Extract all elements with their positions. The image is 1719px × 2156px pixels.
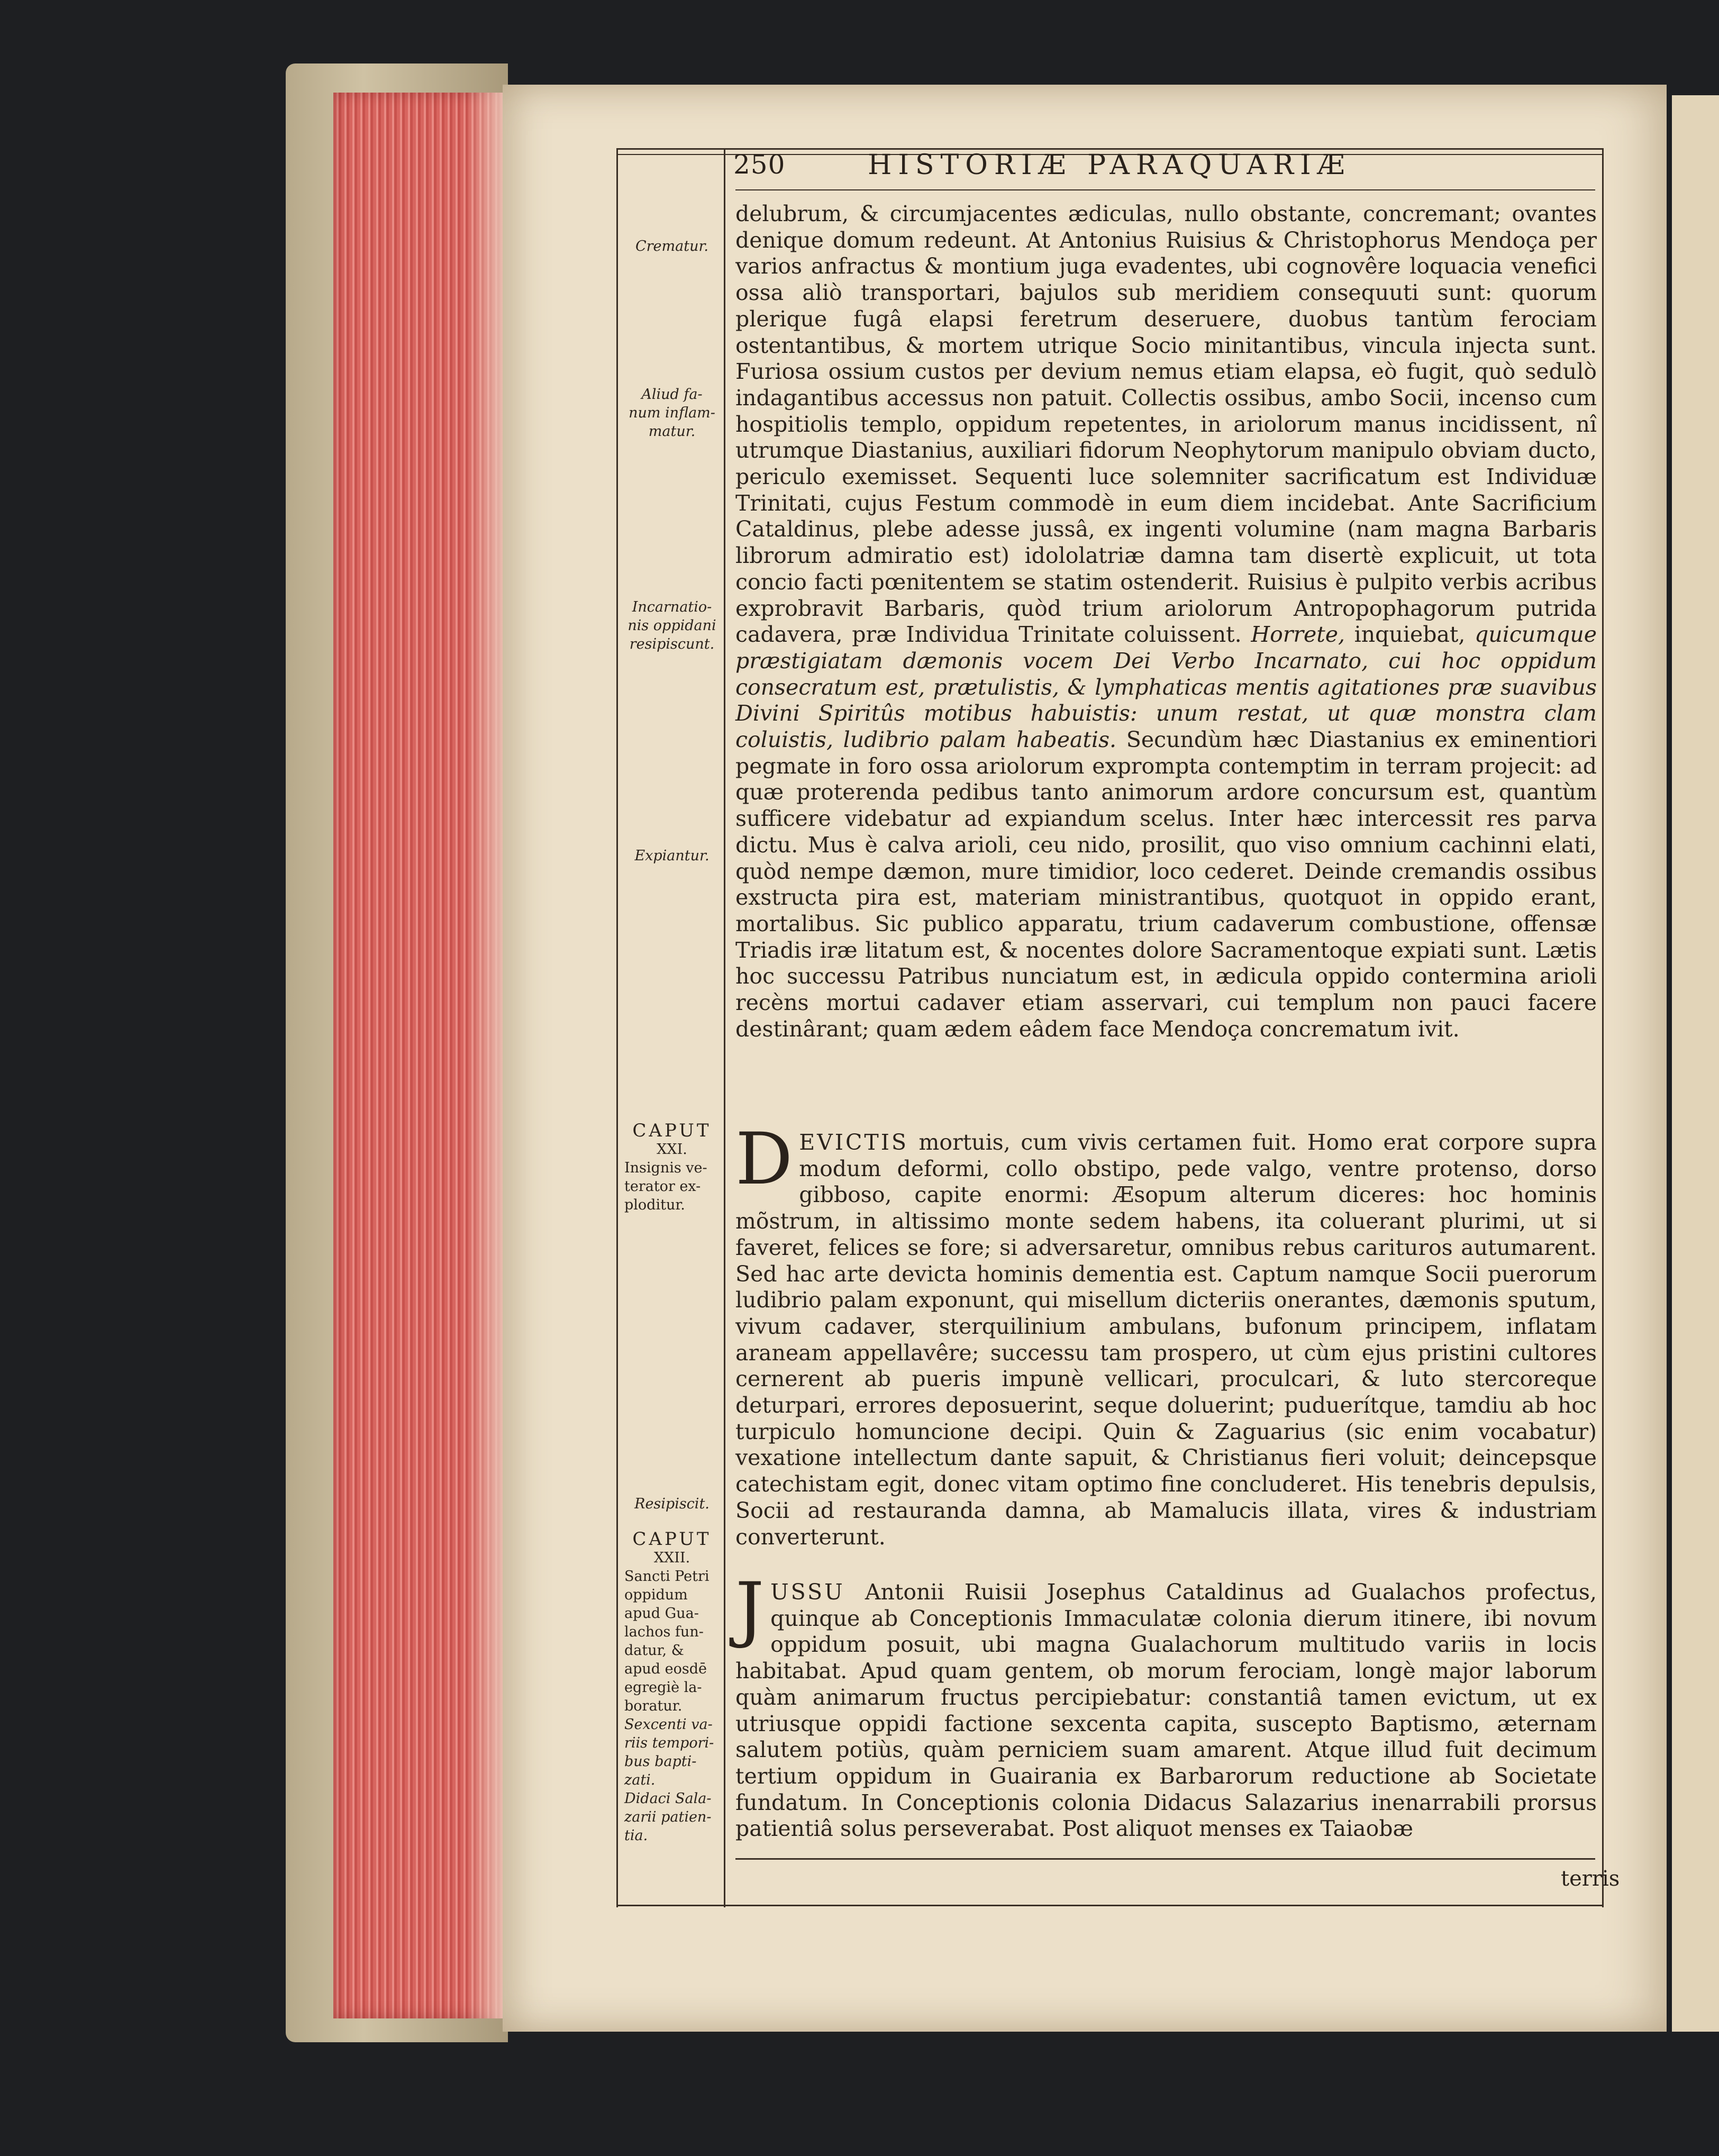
margin-line: terator ex-	[624, 1178, 701, 1195]
first-word: USSU	[770, 1579, 845, 1605]
paragraph-text: Antonii Ruisii Josephus Cataldinus ad Gualachos profectus, quinque ab Conceptionis Immaculatæ colonia dierum itinere, ibi novum oppidum posuit, ubi magna Gualachorum multitudo variis in locis habitabat. Apud quam gentem, ob morum ferociam, longè major laborum quàm animarum fructus percipiebatur: constantiâ tamen evictum, ut ex utriusque oppidi factione sexcenta capita, suscepto Baptismo, æternam salutem potiùs, quàm perniciem suam amarent. Atque illud fuit decimum tertium oppidum in Guairania ex Barbarorum reductione ab Societate fundatum. In Conceptionis colonia Didacus Salazarius inenarrabili prorsus patientiâ solus perseverabat. Post aliquot menses ex Taiaobæ	[735, 1579, 1597, 1842]
margin-note-caput-xxi	[624, 1122, 720, 1214]
margin-line: resipiscunt.	[629, 636, 715, 652]
margin-line: bus bapti-	[624, 1753, 697, 1770]
speech-verb: inquiebat,	[1354, 622, 1466, 648]
frame-left-rule	[616, 148, 618, 1907]
margin-line: egregiè la-	[624, 1679, 702, 1696]
margin-line: Aliud fa-	[641, 386, 703, 403]
caput-label: CAPUT	[632, 1120, 712, 1141]
paragraph-1	[735, 201, 1597, 1106]
text-bottom-rule	[735, 1858, 1595, 1860]
page-edges-shade	[466, 93, 503, 2018]
margin-line: Sexcenti va-	[624, 1716, 713, 1733]
margin-line: oppidum	[624, 1587, 688, 1603]
paragraph-3	[735, 1567, 1597, 1854]
paragraph-2	[735, 1117, 1597, 1569]
running-title: HISTORIÆ PARAQUARIÆ	[868, 149, 1351, 181]
header-rule	[735, 189, 1595, 190]
margin-line: zarii patien-	[624, 1809, 712, 1825]
catchword: terris	[1561, 1867, 1620, 1891]
margin-line: ploditur.	[624, 1197, 685, 1213]
caput-label: CAPUT	[632, 1529, 712, 1550]
margin-line: datur, &	[624, 1642, 684, 1659]
drop-cap: J	[735, 1567, 765, 1650]
paragraph-text: mortuis, cum vivis certamen fuit. Homo erat corpore supra modum deformi, collo obstipo, pede valgo, ventre protenso, dorso gibboso, capite enormi: Æsopum alterum diceres: hoc hominis mõstrum, in altissimo monte sedem habens, ita coluerant plurimi, ut si faveret, felices se fore; si adversaretur, omnibus rebus carituros autumarent. Sed hac arte devicta hominis dementia est. Captum namque Socii puerorum ludibrio palam exponunt, qui misellum dicteriis onerantes, dæmonis sputum, vivum cadaver, sterquilinium ambulans, bufonum principem, inflatam araneam appellavêre; successu tam prospero, ut cùm ejus pristini cultores cernerent ab pueris impunè vellicari, proculcari, & luto stercoreque deturpari, errores deposuerint, seque doluerint; puduerítque, tamdiu ab hoc turpiculo homuncione decipi. Quin & Zaguarius (sic enim vocabatur) vexatione intellectum dante sapuit, & Christianus fieri voluit; deincepsque catechistam egit, donec vitam optimo fine concluderet. His tenebris depulsis, Socii ad restauranda damna, ab Mamalucis illata, vires & industriam converterunt.	[735, 1130, 1597, 1550]
frame-right-rule	[1602, 148, 1604, 1907]
margin-note-resipiscit: Resipiscit.	[634, 1496, 710, 1512]
caput-number: XXI.	[657, 1141, 687, 1158]
margin-line: nis oppidani	[627, 617, 716, 634]
quote-intro: Horrete,	[1251, 622, 1345, 648]
margin-line: boratur.	[624, 1698, 683, 1714]
margin-line: apud Gua-	[624, 1605, 699, 1622]
margin-column-rule	[724, 148, 725, 1907]
margin-note-aliud-fanum	[624, 385, 720, 441]
margin-line: riis tempori-	[624, 1735, 714, 1751]
paragraph-text: Secundùm hæc Diastanius ex eminentiori pegmate in foro ossa ariolorum exprompta contemptim in terram projecit: ad quæ proterenda pedibus tanto animorum ardore concursum est, quantùm sufficere videbatur ad expiandum scelus. Inter hæc intercessit res parva dictu. Mus è calva arioli, ceu nido, prosilit, quo viso omnium cachinni elati, quòd nempe dæmon, mure timidior, loco cederet. Deinde cremandis ossibus exstructa pira est, materiam ministrantibus, quotquot in oppido erant, mortalibus. Sic publico apparatu, trium cadaverum combustione, offensæ Triadis iræ litatum est, & nocentes dolore Sacramentoque expiati sunt. Lætis hoc successu Patribus nunciatum est, in ædicula oppido contermina arioli recèns mortui cadaver etiam asservari, cui templum non pauci facere destinârant; quam ædem eâdem face Mendoça concrematum ivit.	[735, 727, 1597, 1042]
margin-note-crematur: Crematur.	[635, 238, 708, 254]
margin-line: tia.	[624, 1827, 648, 1844]
drop-cap: D	[735, 1117, 793, 1200]
margin-line: Insignis ve-	[624, 1160, 707, 1176]
margin-line: Incarnatio-	[632, 599, 712, 615]
margin-line: Sancti Petri	[624, 1568, 710, 1585]
margin-line: apud eosdē	[624, 1661, 707, 1677]
frame-bottom-rule	[616, 1905, 1604, 1906]
margin-line: lachos fun-	[624, 1624, 704, 1640]
first-word: EVICTIS	[799, 1130, 908, 1155]
quote-text: quicumque præstigiatam dæmonis vocem Dei Verbo Incarnato, cui hoc oppidum consecratum est, prætulistis, & lymphaticas mentis agitationes præ suavibus Divini Spiritûs motibus habuistis: unum restat, ut quæ monstra clam coluistis, ludibrio palam habeatis.	[735, 622, 1597, 753]
margin-note-expiantur: Expiantur.	[634, 848, 710, 864]
page-number: 250	[733, 149, 786, 180]
margin-line: num inflam-	[629, 405, 715, 421]
margin-line: matur.	[648, 423, 696, 440]
caput-number: XXII.	[653, 1550, 690, 1566]
margin-line: zati.	[624, 1772, 656, 1788]
paragraph-text: delubrum, & circumjacentes ædiculas, nullo obstante, concremant; ovantes denique domum redeunt. At Antonius Ruisius & Christophorus Mendoça per varios anfractus & montium juga evadentes, ubi cognovêre loquacia venefici ossa aliò transportari, bajulos sub meridiem consequuti sunt: quorum plerique fugâ elapsi feretrum deseruere, duobus tantùm ferociam ostentantibus, & mortem utrique Socio minitantibus, vincula injecta sunt. Furiosa ossium custos per devium nemus etiam elapsa, eò fugit, quò sedulò indagantibus accessus non patuit. Collectis ossibus, ambo Socii, incenso cum hospitiolis templo, oppidum repetentes, in ariolorum manus incidissent, nî utrumque Diastanius, auxiliari fidorum Neophytorum manipulo obviam ducto, periculo exemisset. Sequenti luce solemniter sacrificatum est Individuæ Trinitati, cujus Festum commodè in eum diem incidebat. Ante Sacrificium Cataldinus, plebe adesse jussâ, ex ingenti volumine (nam magna Barbaris librorum admiratio est) idololatriæ damna tam disertè explicuit, ut tota concio facti pœnitentem se statim ostenderit. Ruisius è pulpito verbis acribus exprobravit Barbaris, quòd trium ariolorum Antropophagorum putrida cadavera, præ Individua Trinitate coluissent.	[735, 201, 1597, 648]
facing-page	[1672, 95, 1719, 2032]
margin-line: Didaci Sala-	[624, 1790, 712, 1807]
margin-note-caput-xxii	[624, 1530, 720, 1845]
margin-note-incarnationis	[624, 598, 720, 653]
